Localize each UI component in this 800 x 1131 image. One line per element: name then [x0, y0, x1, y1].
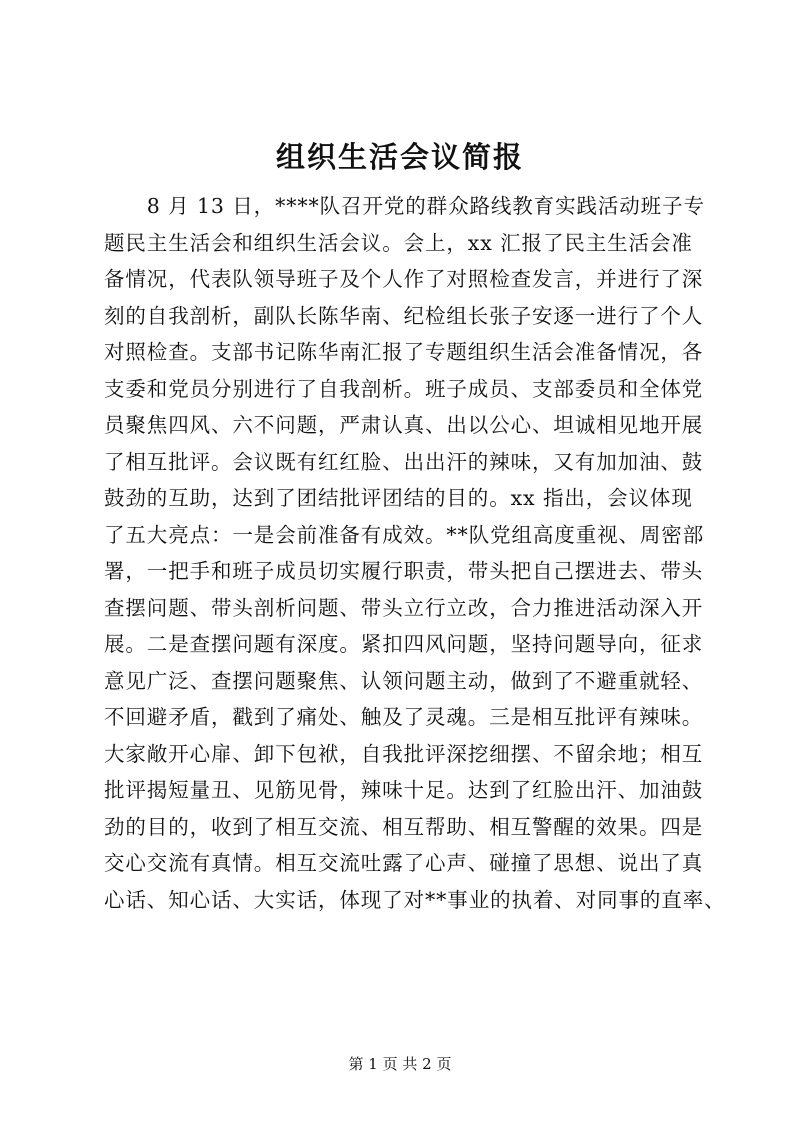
body-line: 查摆问题、带头剖析问题、带头立行立改，合力推进活动深入开	[104, 595, 704, 620]
body-line: 展。二是查摆问题有深度。紧扣四风问题，坚持问题导向，征求	[104, 632, 704, 656]
document-title: 组织生活会议简报	[275, 140, 524, 174]
body-line: 8 月 13 日，****队召开党的群众路线教育实践活动班子专	[104, 194, 705, 218]
body-line: 署，一把手和班子成员切实履行职责，带头把自己摆进去、带头	[104, 559, 704, 583]
page-footer: 第 1 页 共 2 页	[348, 1055, 452, 1073]
document-body	[104, 188, 724, 918]
body-line: 对照检查。支部书记陈华南汇报了专题组织生活会准备情况，各	[104, 340, 704, 364]
body-line: 意见广泛、查摆问题聚焦、认领问题主动，做到了不避重就轻、	[104, 668, 704, 693]
body-line: 鼓劲的互助，达到了团结批评团结的目的。xx 指出，会议体现	[104, 486, 693, 510]
body-line: 心话、知心话、大实话，体现了对**事业的执着、对同事的直率、	[104, 887, 726, 912]
body-line: 备情况，代表队领导班子及个人作了对照检查发言，并进行了深	[104, 267, 704, 291]
body-line: 劲的目的，收到了相互交流、相互帮助、相互警醒的效果。四是	[104, 814, 704, 839]
body-line: 不回避矛盾，戳到了痛处、触及了灵魂。三是相互批评有辣味。	[104, 705, 704, 729]
body-line: 了五大亮点：一是会前准备有成效。**队党组高度重视、周密部	[104, 522, 705, 547]
body-line: 了相互批评。会议既有红红脸、出出汗的辣味，又有加加油、鼓	[104, 449, 704, 474]
body-line: 题民主生活会和组织生活会议。会上，xx 汇报了民主生活会准	[104, 230, 693, 255]
body-line: 大家敞开心扉、卸下包袱，自我批评深挖细摆、不留余地；相互	[104, 741, 704, 766]
body-line: 支委和党员分别进行了自我剖析。班子成员、支部委员和全体党	[104, 376, 704, 401]
body-line: 交心交流有真情。相互交流吐露了心声、碰撞了思想、说出了真	[104, 851, 704, 875]
body-line: 批评揭短量丑、见筋见骨，辣味十足。达到了红脸出汗、加油鼓	[104, 778, 704, 802]
body-line: 员聚焦四风、六不问题，严肃认真、出以公心、坦诚相见地开展	[104, 413, 704, 437]
body-line: 刻的自我剖析，副队长陈华南、纪检组长张子安逐一进行了个人	[104, 303, 704, 328]
